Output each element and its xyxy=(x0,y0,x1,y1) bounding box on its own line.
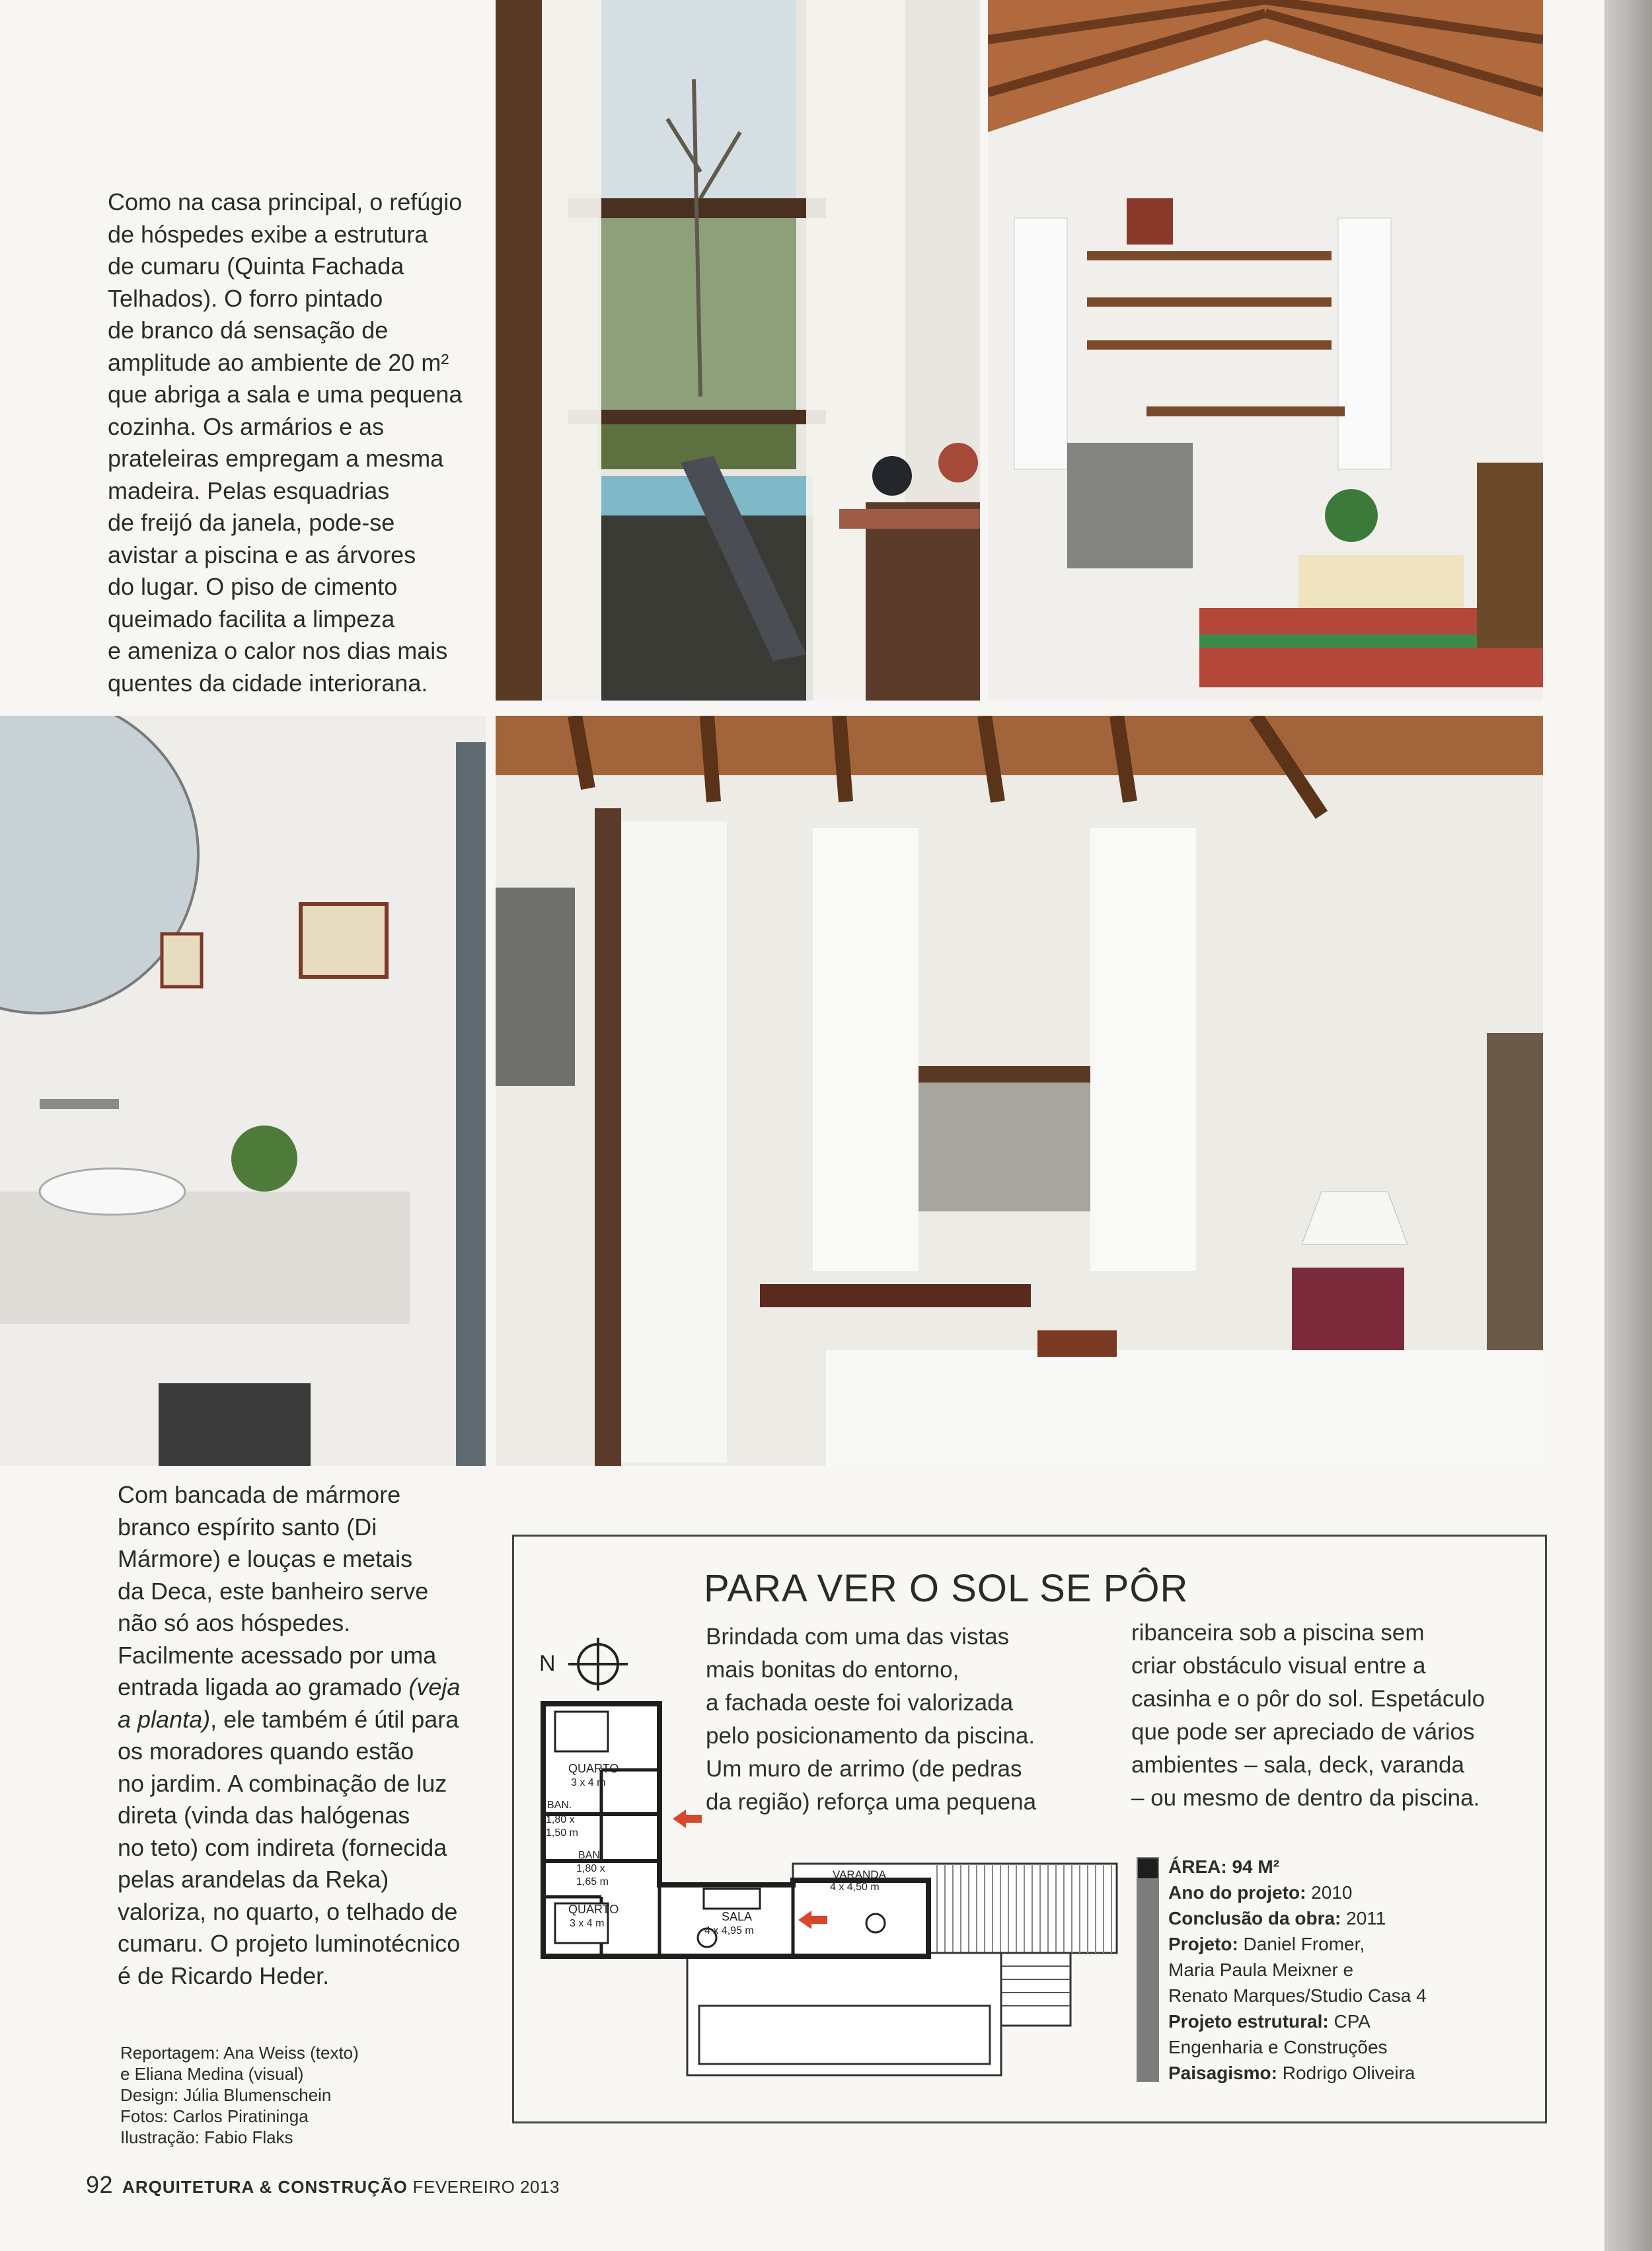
spec-line xyxy=(1168,1880,1512,1905)
floor-plan xyxy=(529,1613,1137,2102)
credit-value: e Eliana Medina (visual) xyxy=(120,2064,304,2084)
sidebar-line: mais bonitas do entorno, xyxy=(706,1657,959,1683)
caption-living-room xyxy=(108,186,484,699)
caption-text: , ele também é útil para xyxy=(210,1705,459,1733)
spec-line xyxy=(1168,1931,1512,1957)
caption-text: entrada ligada ao gramado xyxy=(118,1673,409,1700)
caption-line: avistar a piscina e as árvores xyxy=(108,541,416,568)
spec-line xyxy=(1168,2008,1512,2034)
spec-key: Conclusão da obra: xyxy=(1168,1908,1341,1928)
caption-line: cumaru. O projeto luminotécnico xyxy=(118,1930,461,1957)
caption-line: de branco dá sensação de xyxy=(108,317,389,344)
caption-line: no jardim. A combinação de luz xyxy=(118,1769,447,1797)
sidebar-line: Brindada com uma das vistas xyxy=(706,1624,1010,1650)
caption-line: madeira. Pelas esquadrias xyxy=(108,477,390,504)
credit-line xyxy=(120,2106,359,2127)
caption-line: de hóspedes exibe a estrutura xyxy=(108,220,428,248)
caption-line: Como na casa principal, o refúgio xyxy=(108,188,463,215)
caption-line: pelas arandelas da Reka) xyxy=(118,1866,389,1893)
page-number: 92 xyxy=(86,2171,114,2198)
sidebar-line: a fachada oeste foi valorizada xyxy=(706,1690,1014,1716)
sidebar-line: – ou mesmo de dentro da piscina. xyxy=(1131,1785,1480,1811)
spec-value: CPA xyxy=(1328,2011,1370,2032)
photo-bedroom xyxy=(496,716,1543,1466)
specs-marker-bar xyxy=(1137,1857,1159,2082)
page-folio xyxy=(86,2171,560,2199)
credit-label: Fotos: xyxy=(120,2106,169,2126)
caption-line xyxy=(118,1704,488,1736)
spec-value: Daniel Fromer, xyxy=(1238,1934,1365,1954)
credit-value: Fabio Flaks xyxy=(199,2127,293,2147)
page-binding-shadow xyxy=(1604,0,1652,2251)
caption-line: quentes da cidade interiorana. xyxy=(108,669,428,697)
sidebar-line: pelo posicionamento da piscina. xyxy=(706,1723,1035,1749)
caption-line: do lugar. O piso de cimento xyxy=(108,573,398,600)
ban1-label: BAN. xyxy=(547,1800,572,1811)
credit-line xyxy=(120,2084,359,2106)
credit-line xyxy=(120,2127,359,2148)
sidebar-title: PARA VER O SOL SE PÔR xyxy=(704,1567,1189,1610)
caption-line: no teto) com indireta (fornecida xyxy=(118,1833,447,1861)
spec-key: Projeto estrutural: xyxy=(1168,2011,1329,2032)
varanda-dim: 4 x 4,50 m xyxy=(830,1882,880,1893)
caption-line: não só aos hóspedes. xyxy=(118,1609,351,1636)
quarto1-label: QUARTO xyxy=(568,1762,619,1775)
sidebar-line: ribanceira sob a piscina sem xyxy=(1131,1620,1425,1646)
spec-key: ÁREA: xyxy=(1168,1856,1227,1877)
magazine-name: ARQUITETURA & CONSTRUÇÃO xyxy=(122,2177,408,2197)
sidebar-line: Um muro de arrimo (de pedras xyxy=(706,1756,1022,1782)
caption-line: valoriza, no quarto, o telhado de xyxy=(118,1897,458,1925)
spec-line xyxy=(1168,2034,1512,2060)
caption-italic: (veja xyxy=(408,1673,461,1700)
spec-value: Maria Paula Meixner e xyxy=(1168,1960,1354,1980)
varanda-label: VARANDA xyxy=(833,1868,886,1881)
spec-key: Projeto: xyxy=(1168,1934,1238,1954)
caption-line: direta (vinda das halógenas xyxy=(118,1802,410,1829)
spec-value: 2011 xyxy=(1341,1908,1386,1928)
credit-label: Design: xyxy=(120,2085,179,2105)
caption-line: da Deca, este banheiro serve xyxy=(118,1577,429,1605)
spec-line xyxy=(1168,1854,1512,1880)
spec-value: Renato Marques/Studio Casa 4 xyxy=(1168,1985,1427,2006)
north-label: N xyxy=(539,1651,556,1676)
quarto2-dim: 3 x 4 m xyxy=(570,1918,605,1929)
spec-line xyxy=(1168,2060,1512,2086)
sidebar-line: criar obstáculo visual entre a xyxy=(1131,1653,1426,1679)
specs-marker-square xyxy=(1138,1858,1158,1878)
caption-line: Telhados). O forro pintado xyxy=(108,284,383,312)
project-specs xyxy=(1168,1854,1512,2086)
quarto1-dim: 3 x 4 m xyxy=(571,1777,606,1788)
caption-line: de cumaru (Quinta Fachada xyxy=(108,252,404,280)
photo-living-kitchen xyxy=(988,0,1543,701)
spec-key: Paisagismo: xyxy=(1168,2063,1277,2083)
spec-line xyxy=(1168,1983,1512,2008)
spec-line xyxy=(1168,1957,1512,1983)
credit-label: Ilustração: xyxy=(120,2127,200,2147)
caption-line: cozinha. Os armários e as xyxy=(108,412,385,440)
caption-bathroom xyxy=(118,1479,488,1992)
sidebar-line: casinha e o pôr do sol. Espetáculo xyxy=(1131,1686,1485,1712)
photo-window-view xyxy=(496,0,980,701)
entrance-arrow-icon xyxy=(673,1810,702,1828)
caption-line: que abriga a sala e uma pequena xyxy=(108,381,463,408)
issue-date: FEVEREIRO 2013 xyxy=(412,2177,560,2197)
caption-line: e ameniza o calor nos dias mais xyxy=(108,637,448,664)
caption-line: os moradores quando estão xyxy=(118,1737,414,1765)
sidebar-line: que pode ser apreciado de vários xyxy=(1131,1719,1475,1745)
caption-line xyxy=(118,1671,488,1704)
spec-value: Engenharia e Construções xyxy=(1168,2037,1388,2057)
credit-value: Ana Weiss (texto) xyxy=(219,2043,359,2063)
caption-line: Com bancada de mármore xyxy=(118,1481,401,1508)
caption-line: prateleiras empregam a mesma xyxy=(108,445,444,472)
credit-line xyxy=(120,2042,359,2063)
credits xyxy=(120,2042,359,2148)
caption-line: Mármore) e louças e metais xyxy=(118,1545,413,1572)
credit-value: Carlos Piratininga xyxy=(168,2106,309,2126)
caption-line: é de Ricardo Heder. xyxy=(118,1962,330,1989)
sidebar-line: da região) reforça uma pequena xyxy=(706,1789,1037,1815)
caption-line: Facilmente acessado por uma xyxy=(118,1641,437,1669)
caption-line: queimado facilita a limpeza xyxy=(108,605,395,632)
ban2-dim2: 1,65 m xyxy=(576,1876,609,1888)
credit-line xyxy=(120,2063,359,2084)
caption-line: amplitude ao ambiente de 20 m² xyxy=(108,348,449,376)
spec-value: 2010 xyxy=(1306,1882,1353,1903)
credit-label: Reportagem: xyxy=(120,2043,220,2063)
ban2-dim1: 1,80 x xyxy=(576,1863,605,1874)
spec-value: Rodrigo Oliveira xyxy=(1277,2063,1415,2083)
ban1-dim1: 1,80 x xyxy=(546,1814,575,1825)
photo-bathroom xyxy=(0,716,486,1466)
caption-line: branco espírito santo (Di xyxy=(118,1513,377,1541)
sidebar-column-2 xyxy=(1131,1617,1521,1815)
sala-label: SALA xyxy=(722,1910,753,1923)
credit-value: Júlia Blumenschein xyxy=(178,2085,332,2105)
ban1-dim2: 1,50 m xyxy=(546,1827,578,1839)
quarto2-label: QUARTO xyxy=(568,1903,619,1916)
ban2-label: BAN. xyxy=(578,1850,603,1861)
sala-dim: 4 x 4,95 m xyxy=(704,1925,754,1936)
caption-line: de freijó da janela, pode-se xyxy=(108,509,395,536)
sidebar-line: ambientes – sala, deck, varanda xyxy=(1131,1752,1464,1778)
spec-value: 94 M² xyxy=(1226,1856,1280,1877)
caption-italic: a planta) xyxy=(118,1705,211,1733)
spec-key: Ano do projeto: xyxy=(1168,1882,1306,1903)
spec-line xyxy=(1168,1905,1512,1931)
